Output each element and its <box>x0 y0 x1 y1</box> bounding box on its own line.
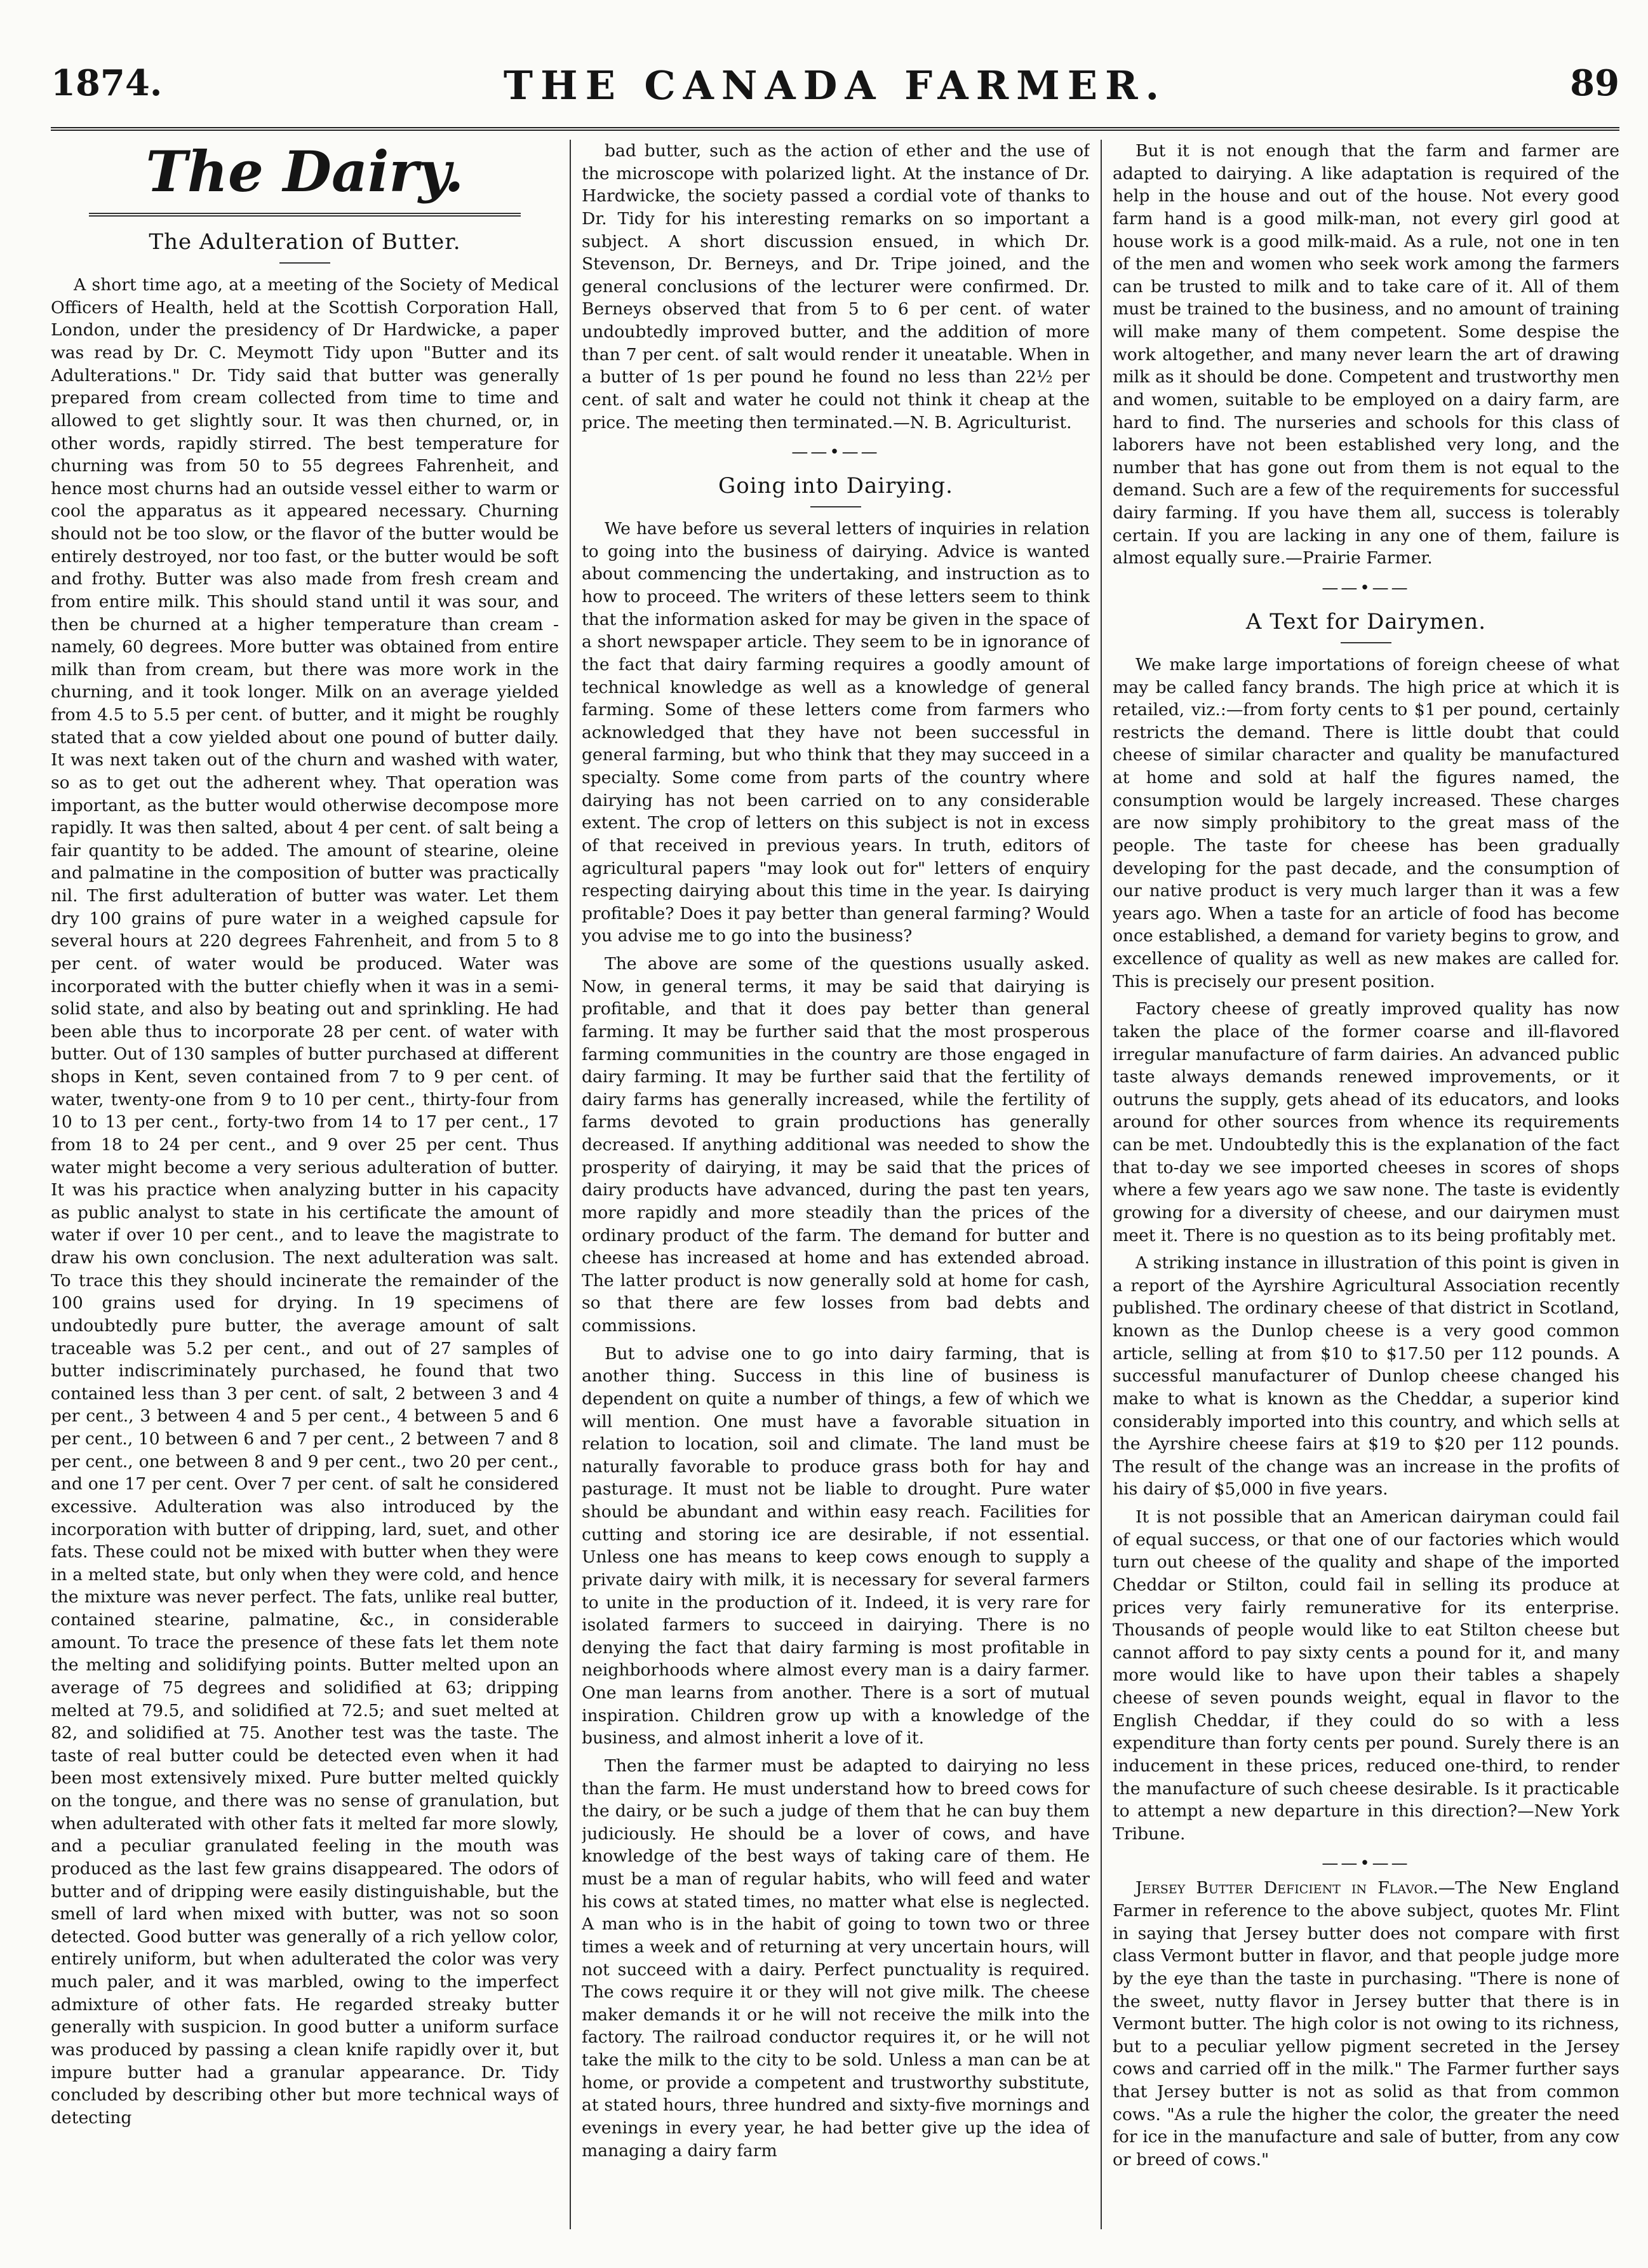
page-number: 89 <box>1570 62 1619 104</box>
article-title-text-for-dairymen: A Text for Dairymen. <box>1113 609 1619 643</box>
jersey-butter-note <box>1113 1877 1619 2171</box>
column-3 <box>1113 140 1619 2229</box>
note-body: The New England Farmer in reference to the above subject, quotes Mr. Flint in saying that Jersey butter does not compare with first class Vermont butter in flavor, and that people judge more by the eye than the taste in purchasing. "There is none of the sweet, nutty flavor in Jersey butter that there is in Vermont butter. The high color is not owing to its richness, but to a peculiar yellow pigment secreted in the Jersey cows and carried off in the milk." The Farmer further says that Jersey butter is not as solid as that from common cows. "As a rule the higher the color, the greater the need for ice in the manufacture and sale of butter, from any cow or breed of cows." <box>1113 1878 1619 2170</box>
article-paragraph: A short time ago, at a meeting of the Society of Medical Officers of Health, held at the Scottish Corporation Hall, London, under the presidency of Dr Hardwicke, a paper was read by Dr. C. Meymott Tidy upon "Butter and its Adulterations." Dr. Tidy said that butter was generally prepared from cream collected from time to time and allowed to get slightly sour. It was then churned, or, in other words, rapidly stirred. The best temperature for churning was from 50 to 55 degrees Fahrenheit, and hence most churns had an outside vessel either to warm or cool the apparatus as it appeared necessary. Churning should not be too slow, or the flavor of the butter would be entirely destroyed, nor too fast, or the butter would be soft and frothy. Butter was also made from fresh cream and from entire milk. This should stand until it was sour, and then be churned at a higher temperature than cream - namely, 60 degrees. More butter was obtained from entire milk than from cream, but there was more work in the churning, and it took longer. Milk on an average yielded from 4.5 to 5.5 per cent. of butter, and it might be roughly stated that a cow yielded about one pound of butter daily. It was next taken out of the churn and washed with water, so as to get out the adherent whey. That operation was important, as the butter would otherwise decompose more rapidly. It was then salted, about 4 per cent. of salt being a fair quantity to be added. The amount of stearine, oleine and palmatine in the composition of butter was practically nil. The first adulteration of butter was water. Let them dry 100 grains of pure water in a weighed capsule for several hours at 220 degrees Fahrenheit, and from 5 to 8 per cent. of water would be produced. Water was incorporated with the butter chiefly when it was in a semi-solid state, and also by beating out and sprinkling. He had been able thus to incorporate 28 per cent. of water with butter. Out of 130 samples of butter purchased at different shops in Kent, seven contained from 7 to 9 per cent. of water, twenty-one from 9 to 10 per cent., thirty-four from 10 to 13 per cent., forty-two from 14 to 17 per cent., 17 from 18 to 24 per cent., and 9 over 25 per cent. Thus water might become a very serious adulteration of butter. It was his practice when analyzing butter in his capacity as public analyst to state in his certificate the amount of water if over 10 per cent., and to leave the magistrate to draw his own conclusion. The next adulteration was salt. To trace this they should incinerate the remainder of the 100 grains used for drying. In 19 specimens of undoubtedly pure butter, the average amount of salt traceable was 5.2 per cent., and out of 27 samples of butter indiscriminately purchased, he found that two contained less than 3 per cent. of salt, 2 between 3 and 4 per cent., 3 between 4 and 5 per cent., 4 between 5 and 6 per cent., 10 between 6 and 7 per cent., 2 between 7 and 8 per cent., one between 8 and 9 per cent., two 20 per cent., and one 17 per cent. Over 7 per cent. of salt he considered excessive. Adulteration was also introduced by the incorporation with butter of dripping, lard, suet, and other fats. These could not be mixed with butter when they were in a melted state, but only when they were cold, and hence the mixture was never perfect. The fats, unlike real butter, contained stearine, palmatine, &c., in considerable amount. To trace the presence of these fats let them note the melting and solidifying points. Butter melted upon an average of 75 degrees and solidified at 63; dripping melted at 79.5, and solidified at 72.5; and suet melted at 82, and solidified at 75. Another test was the taste. The taste of real butter could be detected even when it had been most extensively mixed. Pure butter melted quickly on the tongue, and there was no sense of granulation, but when adulterated with other fats it melted far more slowly, and a peculiar granulated feeling in the mouth was produced as the last few grains disappeared. The odors of butter and of dripping were easily distinguishable, but the smell of lard when mixed with butter, was not so soon detected. Good butter was generally of a rich yellow color, entirely uniform, but when adulterated the color was very much paler, and it was marbled, owing to the imperfect admixture of other fats. He regarded streaky butter generally with suspicion. In good butter a uniform surface was produced by passing a clean knife rapidly over it, but impure butter had a granular appearance. Dr. Tidy concluded by describing other but more technical ways of detecting <box>51 275 559 2128</box>
article-paragraph: It is not possible that an American dairyman could fail of equal success, or that one of our factories which would turn out cheese of the quality and shape of the imported Cheddar or Stilton, could fail in selling its produce at prices very fairly remunerative for its enterprise. Thousands of people would like to eat Stilton cheese but cannot afford to pay sixty cents a pound for it, and many more would like to have upon their tables a shapely cheese of seven pounds weight, equal in flavor to the English Cheddar, if they could do so with a less expenditure than forty cents per pound. Surely there is an inducement in these prices, reduced one-third, to render the manufacture of such cheese desirable. Is it practicable to attempt a new departure in this direction?—New York Tribune. <box>1113 1507 1619 1844</box>
column-2 <box>582 140 1090 2229</box>
column-rule <box>1101 140 1102 2229</box>
article-paragraph: bad butter, such as the action of ether and the use of the microscope with polarized light. At the instance of Dr. Hardwicke, the society passed a cordial vote of thanks to Dr. Tidy for his interesting remarks on so important a subject. A short discussion ensued, in which Dr. Stevenson, Dr. Berneys, and Dr. Tripe joined, and the general conclusions of the lecturer were confirmed. Dr. Berneys observed that from 5 to 6 per cent. of water undoubtedly improved butter, and the addition of more than 7 per cent. of salt would render it uneatable. When in a butter of 1s per pound he found no less than 22½ per cent. of salt and water he could not think it cheap at the price. The meeting then terminated.—N. B. Agriculturist. <box>582 141 1090 433</box>
article-columns <box>51 140 1619 2229</box>
article-paragraph: But it is not enough that the farm and farmer are adapted to dairying. A like adaptation is required of the help in the house and out of the house. Not every good farm hand is a good milk-man, not every girl good at house work is a good milk-maid. As a rule, not one in ten of the men and women who seek work among the farmers can be trusted to milk and to take care of it. All of them must be trained to the business, and no amount of training will make many of them competent. Some despise the work altogether, and many never learn the art of drawing milk as it should be done. Competent and trustworthy men and women, suitable to be employed on a dairy farm, are hard to find. The nurseries and schools for this class of laborers have not been established very long, and the number that has gone out from them is not equal to the demand. Such are a few of the requirements for successful dairy farming. If you have them all, success is tolerably certain. If you are lacking in any one of them, failure is almost equally sure.—Prairie Farmer. <box>1113 141 1619 568</box>
note-lead: Jersey Butter Deficient in Flavor.— <box>1136 1878 1456 1898</box>
column-1 <box>51 140 559 2229</box>
department-heading: The Dairy. <box>145 140 464 205</box>
masthead-title: THE CANADA FARMER. <box>503 62 1167 109</box>
article-paragraph: Factory cheese of greatly improved quality has now taken the place of the former coarse and ill-flavored irregular manufacture of farm dairies. An advanced public taste always demands renewed improvements, or it outruns the supply, gets ahead of its educators, and looks around for other sources from whence its requirements can be met. Undoubtedly this is the explanation of the fact that to-day we see imported cheeses in scores of shops where a few years ago we saw none. The taste is evidently growing for a diversity of cheese, and our dairymen must meet it. There is no question as to its being profitably met. <box>1113 999 1619 1245</box>
article-paragraph: The above are some of the questions usually asked. Now, in general terms, it may be said that dairying is profitable, and that it does pay better than general farming. It may be further said that the most prosperous farming communities in the country are those engaged in dairy farming. It may be further said that the fertility of dairy farms has generally increased, while the fertility of farms devoted to grain productions has generally decreased. If anything additional was needed to show the prosperity of dairying, it may be said that the prices of dairy products have advanced, during the past ten years, more rapidly and more steadily than the prices of the ordinary product of the farm. The demand for butter and cheese has increased at home and has extended abroad. The latter product is now generally sold at home for cash, so that there are few losses from bad debts and commissions. <box>582 954 1090 1336</box>
article-paragraph: Then the farmer must be adapted to dairying no less than the farm. He must understand how to breed cows for the dairy, or be such a judge of them that he can buy them judiciously. He should be a lover of cows, and have knowledge of the best ways of taking care of them. He must be a man of regular habits, who will feed and water his cows at stated times, no matter what else is neglected. A man who is in the habit of going to town two or three times a week and of returning at very uncertain hours, will not succeed with a dairy. Perfect punctuality is required. The cows require it or they will not give milk. The cheese maker demands it or he will not receive the milk into the factory. The railroad conductor requires it, or he will not take the milk to the city to be sold. Unless a man can be at home, or provide a competent and trustworthy substitute, at stated hours, three hundred and sixty-five mornings and evenings in every year, he had better give up the idea of managing a dairy farm <box>582 1755 1090 2161</box>
column-rule <box>570 140 571 2229</box>
page-header <box>51 57 1619 131</box>
section-separator: ——•—— <box>791 443 880 462</box>
section-separator: ——•—— <box>1322 1854 1410 1874</box>
issue-year: 1874. <box>51 62 163 104</box>
article-paragraph: A striking instance in illustration of this point is given in a report of the Ayrshire Agricultural Association recently published. The ordinary cheese of that district in Scotland, known as the Dunlop cheese is a very good common article, selling at from $10 to $17.50 per 112 pounds. A successful manufacturer of Dunlop cheese changed his make to what is known as the Cheddar, a superior kind considerably imported into this country, and which sells at the Ayrshire cheese fairs at $19 to $20 per 112 pounds. The result of the change was an increase in the profits of his dairy of $5,000 in five years. <box>1113 1253 1619 1500</box>
department-rule <box>89 213 521 217</box>
article-paragraph: We have before us several letters of inquiries in relation to going into the business of dairying. Advice is wanted about commencing the undertaking, and instruction as to how to proceed. The writers of these letters seem to think that the information asked for may be given in the space of a short newspaper article. They seem to be in ignorance of the fact that dairy farming requires a goodly amount of technical knowledge as well as a knowledge of general farming. Some of these letters come from farmers who acknowledged that they have not been successful in general farming, but who think that they may succeed in a specialty. Some come from parts of the country where dairying has not been carried on to any considerable extent. The crop of letters on this subject is not in excess of that received in previous years. In truth, editors of agricultural papers "may look out for" letters of enquiry respecting dairying about this time in the year. Is dairying profitable? Does it pay better than general farming? Would you advise me to go into the business? <box>582 519 1090 946</box>
article-title-adulteration: The Adulteration of Butter. <box>51 229 559 264</box>
section-separator: ——•—— <box>1322 578 1410 598</box>
article-title-going-into-dairying: Going into Dairying. <box>582 473 1090 507</box>
article-paragraph: But to advise one to go into dairy farming, that is another thing. Success in this line of business is dependent on quite a number of things, a few of which we will mention. One must have a favorable situation in relation to location, soil and climate. The land must be naturally favorable to produce grass both for hay and pasturage. It must not be liable to drought. Pure water should be abundant and within easy reach. Facilities for cutting and storing ice are desirable, if not essential. Unless one has means to keep cows enough to supply a private dairy with milk, it is necessary for several farmers to unite in the production of it. Indeed, it is very rare for isolated farmers to succeed in dairying. There is no denying the fact that dairy farming is most profitable in neighborhoods where almost every man is a dairy farmer. One man learns from another. There is a sort of mutual inspiration. Children grow up with a knowledge of the business, and almost inherit a love of it. <box>582 1343 1090 1748</box>
article-paragraph: We make large importations of foreign cheese of what may be called fancy brands. The high price at which it is retailed, viz.:—from forty cents to $1 per pound, certainly restricts the demand. There is little doubt that could cheese of similar character and quality be manufactured at home and sold at half the figures named, the consumption would be largely increased. These charges are now simply prohibitory to the great mass of the people. The taste for cheese has been gradually developing for the past decade, and the consumption of our native product is very much larger than it was a few years ago. When a taste for an article of food has become once established, a demand for variety begins to grow, and excellence of quality as well as new makes are called for. This is precisely our present position. <box>1113 654 1619 991</box>
